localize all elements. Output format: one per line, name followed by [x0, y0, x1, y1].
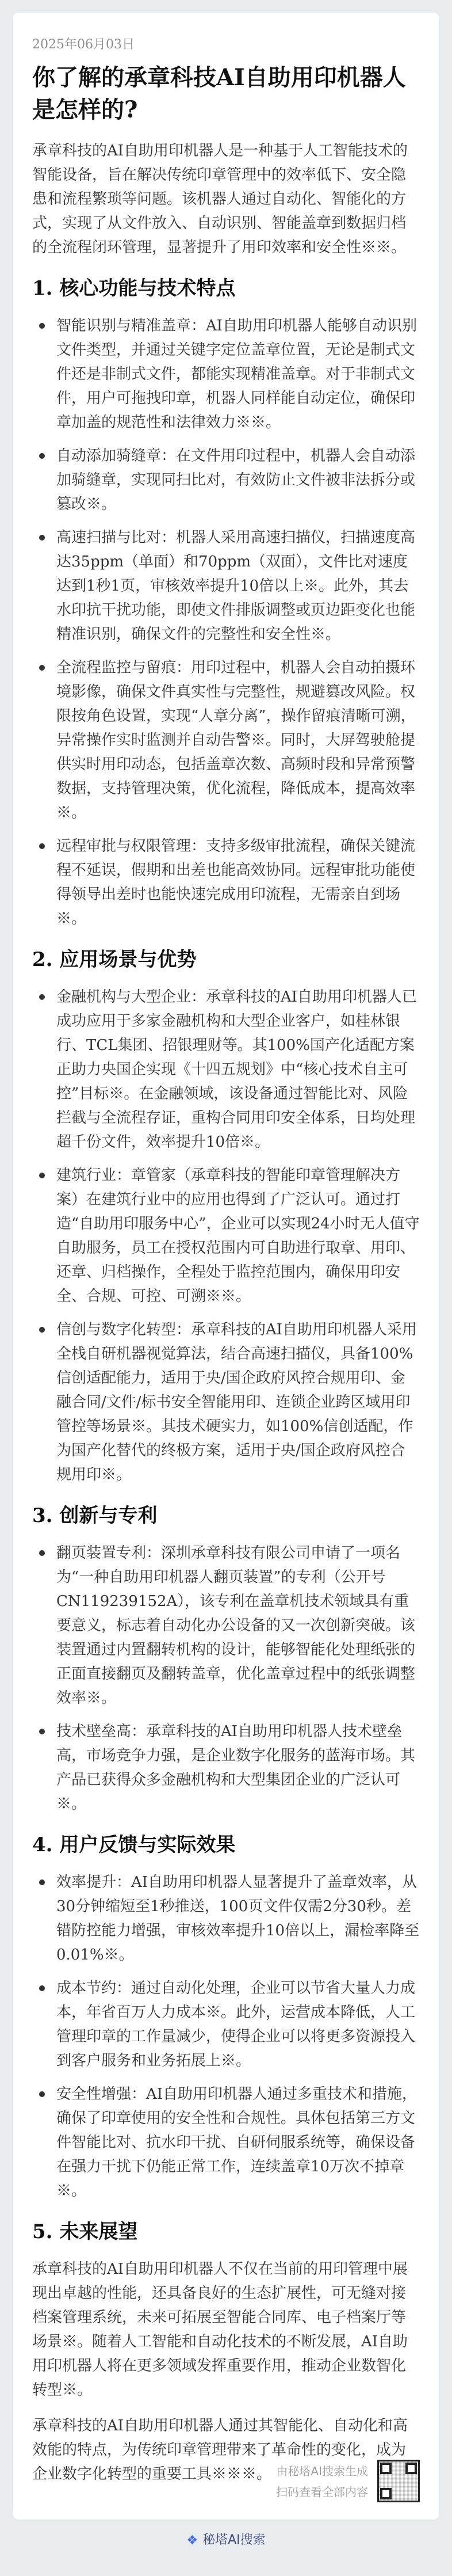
list-item: 成本节约：通过自动化处理，企业可以节省大量人力成本，年省百万人力成本※。此外，运营成本降低，人工管理印章的工作量减少，使得企业可以将更多资源投入到客户服务和业务拓展上※。 — [32, 1976, 420, 2073]
share-footer — [276, 2460, 420, 2502]
section-3-list — [32, 1541, 420, 1816]
section-heading-4: 4. 用户反馈与实际效果 — [32, 1833, 236, 1856]
list-item: 建筑行业：章管家（承章科技的智能印章管理解决方案）在建筑行业中的应用也得到了广泛认可。通过打造“自助用印服务中心”，企业可以实现24小时无人值守自助服务，员工在授权范围内可自助进行取章、用印、还章、归档操作，全程处于监控范围内，确保用印安全、合规、可控、可溯※※。 — [32, 1163, 420, 1308]
section-1-list — [32, 314, 420, 931]
article-card — [13, 13, 439, 2520]
brand-label: 秘塔AI搜索 — [202, 2533, 266, 2547]
list-item: 远程审批与权限管理：支持多级审批流程，确保关键流程不延误，假期和出差也能高效协同。远程审批功能使得领导出差时也能快速完成用印流程，无需亲自到场※。 — [32, 834, 420, 931]
list-item: 智能识别与精准盖章：AI自助用印机器人能够自动识别文件类型，并通过关键字定位盖章位置，无论是制式文件还是非制式文件，都能实现精准盖章。对于非制式文件，用户可拖拽印章，机器人同样能自动定位，确保印章加盖的规范性和法律效力※※。 — [32, 314, 420, 435]
section-heading-3: 3. 创新与专利 — [32, 1504, 158, 1527]
section-heading-1: 1. 核心功能与技术特点 — [32, 277, 236, 300]
outlook-paragraph: 承章科技的AI自助用印机器人不仅在当前的用印管理中展现出卓越的性能，还具备良好的生态扩展性，可无缝对接档案管理系统，未来可拓展至智能合同库、电子档案厅等场景※。随着人工智能和自动化技术的不断发展，AI自助用印机器人将在更多领域发挥重要作用，推动企业数智化转型※。 — [32, 2261, 408, 2399]
publish-date: 2025年06月03日 — [32, 37, 135, 52]
footer-text — [276, 2461, 368, 2502]
list-item: 技术壁垒高：承章科技的AI自助用印机器人技术壁垒高，市场竞争力强，是企业数字化服务的蓝海市场。其产品已获得众多金融机构和大型集团企业的广泛认可※。 — [32, 1719, 420, 1816]
qr-code-icon[interactable] — [377, 2460, 420, 2502]
list-item: 效率提升：AI自助用印机器人显著提升了盖章效率，从30分钟缩短至1秒推送，100页文件仅需2分30秒。差错防控能力增强，审核效率提升10倍以上，漏检率降至0.01%※。 — [32, 1870, 420, 1967]
section-4-list — [32, 1870, 420, 2203]
list-item: 信创与数字化转型：承章科技的AI自助用印机器人采用全栈自研机器视觉算法，结合高速扫描仪，具备100%信创适配能力，适用于央/国企政府风控合规用印、金融合同/文件/标书安全智能用印、连锁企业跨区域用印管控等场景※。其技术硬实力，如100%信创适配，作为国产化替代的终极方案，适用于央/国企政府风控合规用印※。 — [32, 1318, 420, 1487]
list-item: 高速扫描与比对：机器人采用高速扫描仪，扫描速度高达35ppm（单面）和70ppm（双面），文件比对速度达到1秒1页，审核效率提升10倍以上※。此外，其去水印抗干扰功能，即使文件排版调整或页边距变化也能精准识别，确保文件的完整性和安全性※。 — [32, 526, 420, 646]
article-title: 你了解的承章科技AI自助用印机器人是怎样的? — [32, 64, 406, 123]
outlook-paragraph: 承章科技的AI自助用印机器人通过其智能化、自动化和高效能的特点，为传统印章管理带来了革命性的变化，成为企业数字化转型的重要工具※※※。 — [32, 2417, 408, 2483]
section-heading-5: 5. 未来展望 — [32, 2220, 138, 2243]
section-heading-2: 2. 应用场景与优势 — [32, 948, 197, 971]
article-body — [13, 13, 439, 2486]
metaso-logo-icon: ❖ — [186, 2533, 198, 2548]
scan-hint-label: 扫码查看全部内容 — [276, 2485, 368, 2499]
section-2-list — [32, 985, 420, 1487]
list-item: 翻页装置专利：深圳承章科技有限公司申请了一项名为“一种自助用印机器人翻页装置”的专利（公开号CN119239152A），该专利在盖章机技术领域具有重要意义，标志着自动化办公设备的又一次创新突破。该装置通过内置翻转机构的设计，能够智能化处理纸张的正面直接翻页及翻转盖章，优化盖章过程中的纸张调整效率※。 — [32, 1541, 420, 1710]
brand-bar — [0, 2530, 452, 2548]
intro-paragraph: 承章科技的AI自助用印机器人是一种基于人工智能技术的智能设备，旨在解决传统印章管理中的效率低下、安全隐患和流程繁琐等问题。该机器人通过自动化、智能化的方式，实现了从文件放入、自动识别、智能盖章到数据归档的全流程闭环管理，显著提升了用印效率和安全性※※。 — [32, 142, 408, 256]
list-item: 全流程监控与留痕：用印过程中，机器人会自动拍摄环境影像，确保文件真实性与完整性，规避篡改风险。权限按角色设置，实现“人章分离”，操作留痕清晰可溯，异常操作实时监测并自动告警※。同时，大屏驾驶舱提供实时用印动态，包括盖章次数、高频时段和异常预警数据，支持管理决策，优化流程，降低成本，提高效率※。 — [32, 656, 420, 825]
generated-by-label: 由秘塔AI搜索生成 — [276, 2464, 368, 2478]
list-item: 金融机构与大型企业：承章科技的AI自助用印机器人已成功应用于多家金融机构和大型企业客户，如桂林银行、TCL集团、招银理财等。其100%国产化适配方案正助力央国企实现《十四五规划》中“核心技术自主可控”目标※。在金融领域，该设备通过智能比对、风险拦截与全流程存证，重构合同用印安全体系，日均处理超千份文件，效率提升10倍※。 — [32, 985, 420, 1154]
list-item: 自动添加骑缝章：在文件用印过程中，机器人会自动添加骑缝章，实现同扫比对，有效防止文件被非法拆分或篡改※。 — [32, 444, 420, 516]
list-item: 安全性增强：AI自助用印机器人通过多重技术和措施，确保了印章使用的安全性和合规性。具体包括第三方文件智能比对、抗水印干扰、自研伺服系统等，确保设备在强力干扰下仍能正常工作，连续盖章10万次不掉章※。 — [32, 2082, 420, 2203]
